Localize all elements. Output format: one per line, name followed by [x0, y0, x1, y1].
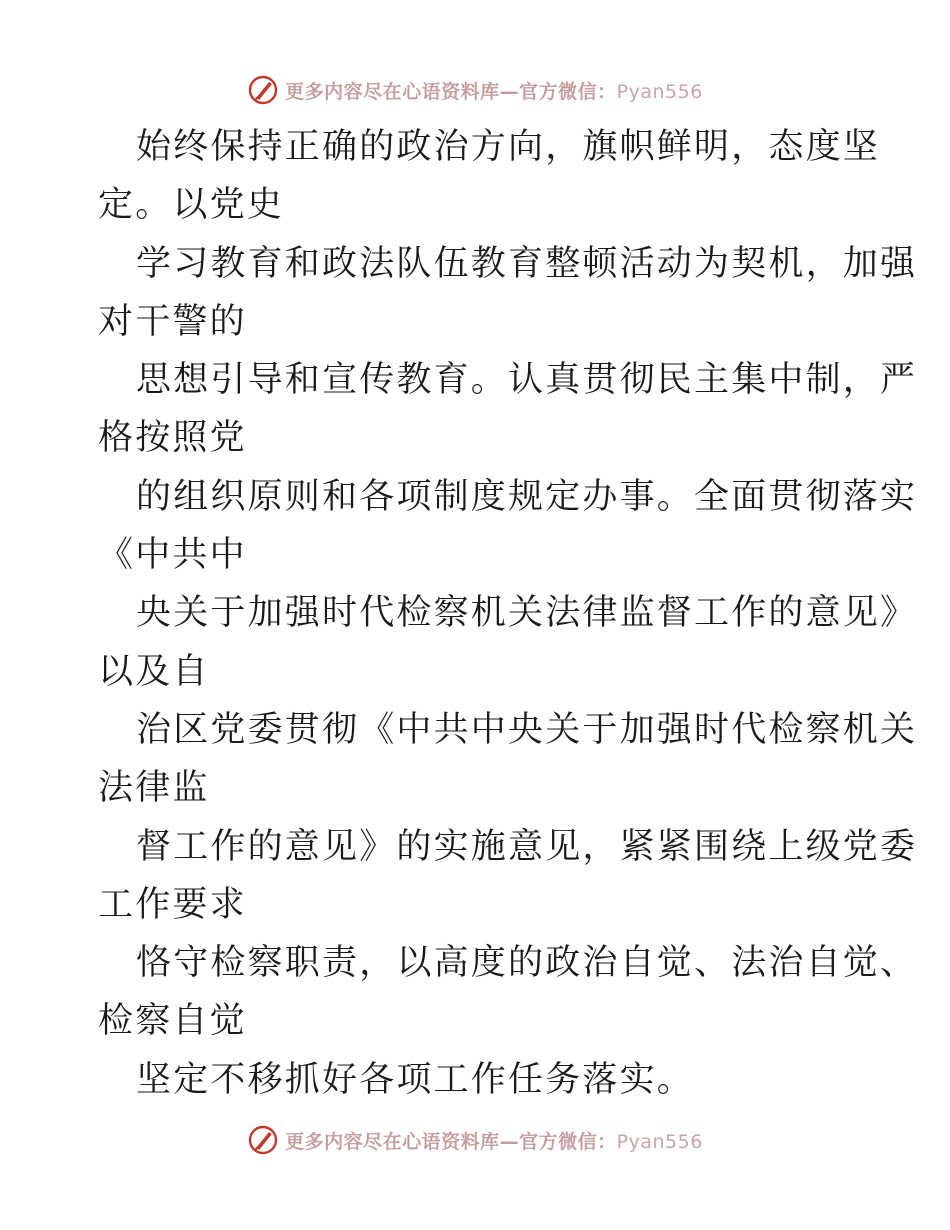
- watermark-label: 更多内容尽在心语资料库—官方微信：: [285, 1130, 617, 1153]
- text-line: 学习教育和政法队伍教育整顿活动为契机，加强: [136, 243, 918, 284]
- text-line: 检察自觉: [98, 1001, 247, 1042]
- text-line: 定。以党史: [98, 185, 285, 226]
- watermark-wechat-id: Pyan556: [616, 1130, 703, 1153]
- text-line: 《中共中: [98, 535, 247, 576]
- quill-logo-icon: [247, 1124, 279, 1156]
- text-line: 格按照党: [98, 418, 247, 459]
- watermark-text: [285, 77, 703, 104]
- text-line: 央关于加强时代检察机关法律监督工作的意见》: [136, 593, 918, 634]
- text-line: 坚定不移抓好各项工作任务落实。: [136, 1059, 695, 1100]
- text-line: 督工作的意见》的实施意见，紧紧围绕上级党委: [136, 826, 918, 867]
- header-watermark: [0, 70, 950, 110]
- watermark-wechat-id: Pyan556: [616, 80, 703, 103]
- text-line: 的组织原则和各项制度规定办事。全面贯彻落实: [136, 476, 918, 517]
- watermark-label: 更多内容尽在心语资料库—官方微信：: [285, 80, 617, 103]
- text-line: 思想引导和宣传教育。认真贯彻民主集中制，严: [136, 360, 918, 401]
- quill-logo-icon: [247, 74, 279, 106]
- document-body: [98, 118, 918, 1109]
- footer-watermark: [0, 1120, 950, 1160]
- text-line: 法律监: [98, 768, 210, 809]
- text-line: 对干警的: [98, 301, 247, 342]
- text-line: 以及自: [98, 651, 210, 692]
- text-line: 恪守检察职责，以高度的政治自觉、法治自觉、: [136, 943, 918, 984]
- text-line: 治区党委贯彻《中共中央关于加强时代检察机关: [136, 709, 918, 750]
- watermark-text: [285, 1127, 703, 1154]
- text-line: 始终保持正确的政治方向，旗帜鲜明，态度坚: [136, 127, 881, 167]
- text-line: 工作要求: [98, 884, 247, 925]
